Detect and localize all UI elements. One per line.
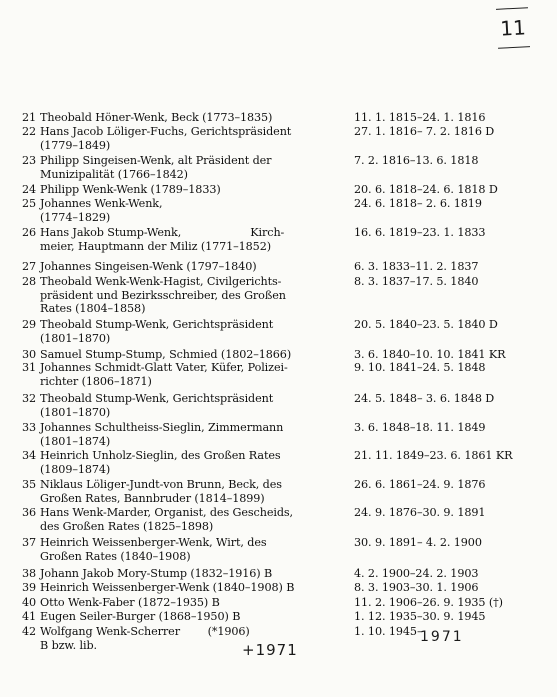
entry-name-line: Theobald Stump-Wenk, Gerichtspräsident bbox=[40, 318, 274, 331]
handwritten-end-year: 1971 bbox=[420, 629, 464, 645]
entry-number: 27 bbox=[21, 260, 36, 273]
entry-name-line: Hans Wenk-Marder, Organist, des Gescheids, bbox=[40, 506, 293, 519]
entry-name-line: (1809–1874) bbox=[40, 462, 111, 476]
entry-name bbox=[40, 361, 340, 388]
entry-name-line: Hans Jacob Löliger-Fuchs, Gerichtspräsident bbox=[40, 125, 292, 138]
entry-name bbox=[40, 197, 340, 224]
entry-name-line: richter (1806–1871) bbox=[40, 374, 152, 388]
entry-name-line: Johannes Wenk-Wenk, bbox=[40, 197, 163, 210]
entry-number: 30 bbox=[21, 348, 36, 361]
entry-name bbox=[40, 392, 340, 419]
entry-name bbox=[40, 506, 340, 533]
entry-number: 41 bbox=[21, 610, 36, 623]
entry-name-line: Hans Jakob Stump-Wenk, Kirch- bbox=[40, 226, 285, 239]
entry-term-dates: 6. 3. 1833–11. 2. 1837 bbox=[354, 260, 479, 273]
entry-term-dates: 3. 6. 1840–10. 10. 1841 KR bbox=[354, 348, 506, 361]
entry-name-line: Heinrich Weissenberger-Wenk, Wirt, des bbox=[40, 536, 267, 549]
entry-term-dates: 24. 6. 1818– 2. 6. 1819 bbox=[354, 197, 482, 210]
entry-name-line: (1801–1874) bbox=[40, 434, 111, 448]
entry-name bbox=[40, 318, 340, 345]
entry-number: 32 bbox=[21, 392, 36, 405]
entry-name bbox=[40, 449, 340, 476]
entry-number: 36 bbox=[21, 506, 36, 519]
entry-name-line: meier, Hauptmann der Miliz (1771–1852) bbox=[40, 239, 271, 253]
entry-term-dates: 16. 6. 1819–23. 1. 1833 bbox=[354, 226, 486, 239]
entry-name bbox=[40, 260, 340, 274]
entry-number: 24 bbox=[21, 183, 36, 196]
entry-term-dates: 30. 9. 1891– 4. 2. 1900 bbox=[354, 536, 482, 549]
entry-name bbox=[40, 581, 340, 595]
entry-name bbox=[40, 596, 340, 610]
entry-number: 31 bbox=[21, 361, 36, 374]
entry-name-line: B bzw. lib. bbox=[40, 638, 97, 652]
entry-term-dates: 11. 1. 1815–24. 1. 1816 bbox=[354, 111, 486, 124]
entry-term-dates: 8. 3. 1903–30. 1. 1906 bbox=[354, 581, 479, 594]
page-number-handwritten: 11 bbox=[496, 7, 530, 49]
entry-name-line: (1774–1829) bbox=[40, 210, 111, 224]
entry-number: 38 bbox=[21, 567, 36, 580]
entry-name bbox=[40, 421, 340, 448]
handwritten-death-note: +1971 bbox=[242, 641, 298, 659]
entry-term-dates: 7. 2. 1816–13. 6. 1818 bbox=[354, 154, 479, 167]
entry-name-line: Johannes Singeisen-Wenk (1797–1840) bbox=[40, 260, 257, 273]
entry-term-dates: 8. 3. 1837–17. 5. 1840 bbox=[354, 275, 479, 288]
entry-term-dates: 9. 10. 1841–24. 5. 1848 bbox=[354, 361, 486, 374]
entry-term-dates: 20. 5. 1840–23. 5. 1840 D bbox=[354, 318, 498, 331]
entry-name-line: Philipp Singeisen-Wenk, alt Präsident der bbox=[40, 154, 272, 167]
entry-term-dates: 1. 10. 1945– bbox=[354, 625, 423, 638]
entry-term-dates: 11. 2. 1906–26. 9. 1935 (†) bbox=[354, 596, 503, 609]
entry-name-line: des Großen Rates (1825–1898) bbox=[40, 519, 214, 533]
entry-name-line: (1801–1870) bbox=[40, 405, 111, 419]
entry-term-dates: 1. 12. 1935–30. 9. 1945 bbox=[354, 610, 486, 623]
entry-name-line: Großen Rates, Bannbruder (1814–1899) bbox=[40, 491, 265, 505]
entry-name-line: Theobald Wenk-Wenk-Hagist, Civilgerichts- bbox=[40, 275, 282, 288]
entry-name bbox=[40, 226, 340, 253]
entry-number: 40 bbox=[21, 596, 36, 609]
entry-name bbox=[40, 348, 340, 362]
entry-name-line: Munizipalität (1766–1842) bbox=[40, 167, 188, 181]
entry-name bbox=[40, 183, 340, 197]
entry-name-line: Philipp Wenk-Wenk (1789–1833) bbox=[40, 183, 221, 196]
entry-name bbox=[40, 478, 340, 505]
entry-number: 42 bbox=[21, 625, 36, 638]
entry-name-line: Rates (1804–1858) bbox=[40, 302, 146, 316]
entry-term-dates: 26. 6. 1861–24. 9. 1876 bbox=[354, 478, 486, 491]
entry-number: 35 bbox=[21, 478, 36, 491]
entry-name bbox=[40, 275, 340, 316]
entry-name bbox=[40, 567, 340, 581]
entry-number: 39 bbox=[21, 581, 36, 594]
entry-name-line: Heinrich Weissenberger-Wenk (1840–1908) B bbox=[40, 581, 295, 594]
entry-name-line: Wolfgang Wenk-Scherrer (*1906) bbox=[40, 625, 250, 638]
entry-term-dates: 4. 2. 1900–24. 2. 1903 bbox=[354, 567, 479, 580]
entry-name-line: Johannes Schultheiss-Sieglin, Zimmermann bbox=[40, 421, 284, 434]
entry-name-line: Theobald Stump-Wenk, Gerichtspräsident bbox=[40, 392, 274, 405]
entry-name bbox=[40, 111, 340, 125]
entry-term-dates: 3. 6. 1848–18. 11. 1849 bbox=[354, 421, 486, 434]
entry-name-line: (1801–1870) bbox=[40, 331, 111, 345]
entry-name-line: Otto Wenk-Faber (1872–1935) B bbox=[40, 596, 220, 609]
entry-name bbox=[40, 154, 340, 181]
entry-name-line: Niklaus Löliger-Jundt-von Brunn, Beck, des bbox=[40, 478, 282, 491]
entry-name bbox=[40, 125, 340, 152]
entry-number: 23 bbox=[21, 154, 36, 167]
entry-term-dates: 24. 9. 1876–30. 9. 1891 bbox=[354, 506, 486, 519]
entry-number: 28 bbox=[21, 275, 36, 288]
entry-number: 22 bbox=[21, 125, 36, 138]
entry-term-dates: 21. 11. 1849–23. 6. 1861 KR bbox=[354, 449, 513, 462]
entry-name-line: präsident und Bezirksschreiber, des Großen bbox=[40, 288, 286, 302]
entry-term-dates: 20. 6. 1818–24. 6. 1818 D bbox=[354, 183, 498, 196]
entry-number: 34 bbox=[21, 449, 36, 462]
entry-name-line: Eugen Seiler-Burger (1868–1950) B bbox=[40, 610, 241, 623]
entry-name-line: Johann Jakob Mory-Stump (1832–1916) B bbox=[40, 567, 273, 580]
entry-number: 33 bbox=[21, 421, 36, 434]
entry-name-line: Johannes Schmidt-Glatt Vater, Küfer, Polizei- bbox=[40, 361, 288, 374]
entry-name-line: Samuel Stump-Stump, Schmied (1802–1866) bbox=[40, 348, 292, 361]
entry-name-line: Großen Rates (1840–1908) bbox=[40, 549, 191, 563]
entry-number: 25 bbox=[21, 197, 36, 210]
entry-name bbox=[40, 610, 340, 624]
entry-term-dates: 24. 5. 1848– 3. 6. 1848 D bbox=[354, 392, 495, 405]
entry-term-dates: 27. 1. 1816– 7. 2. 1816 D bbox=[354, 125, 495, 138]
entry-name-line: Theobald Höner-Wenk, Beck (1773–1835) bbox=[40, 111, 273, 124]
entry-name-line: Heinrich Unholz-Sieglin, des Großen Rates bbox=[40, 449, 281, 462]
entry-number: 21 bbox=[21, 111, 36, 124]
entry-name-line: (1779–1849) bbox=[40, 138, 111, 152]
entry-name bbox=[40, 536, 340, 563]
entry-number: 29 bbox=[21, 318, 36, 331]
entry-number: 37 bbox=[21, 536, 36, 549]
entry-number: 26 bbox=[21, 226, 36, 239]
